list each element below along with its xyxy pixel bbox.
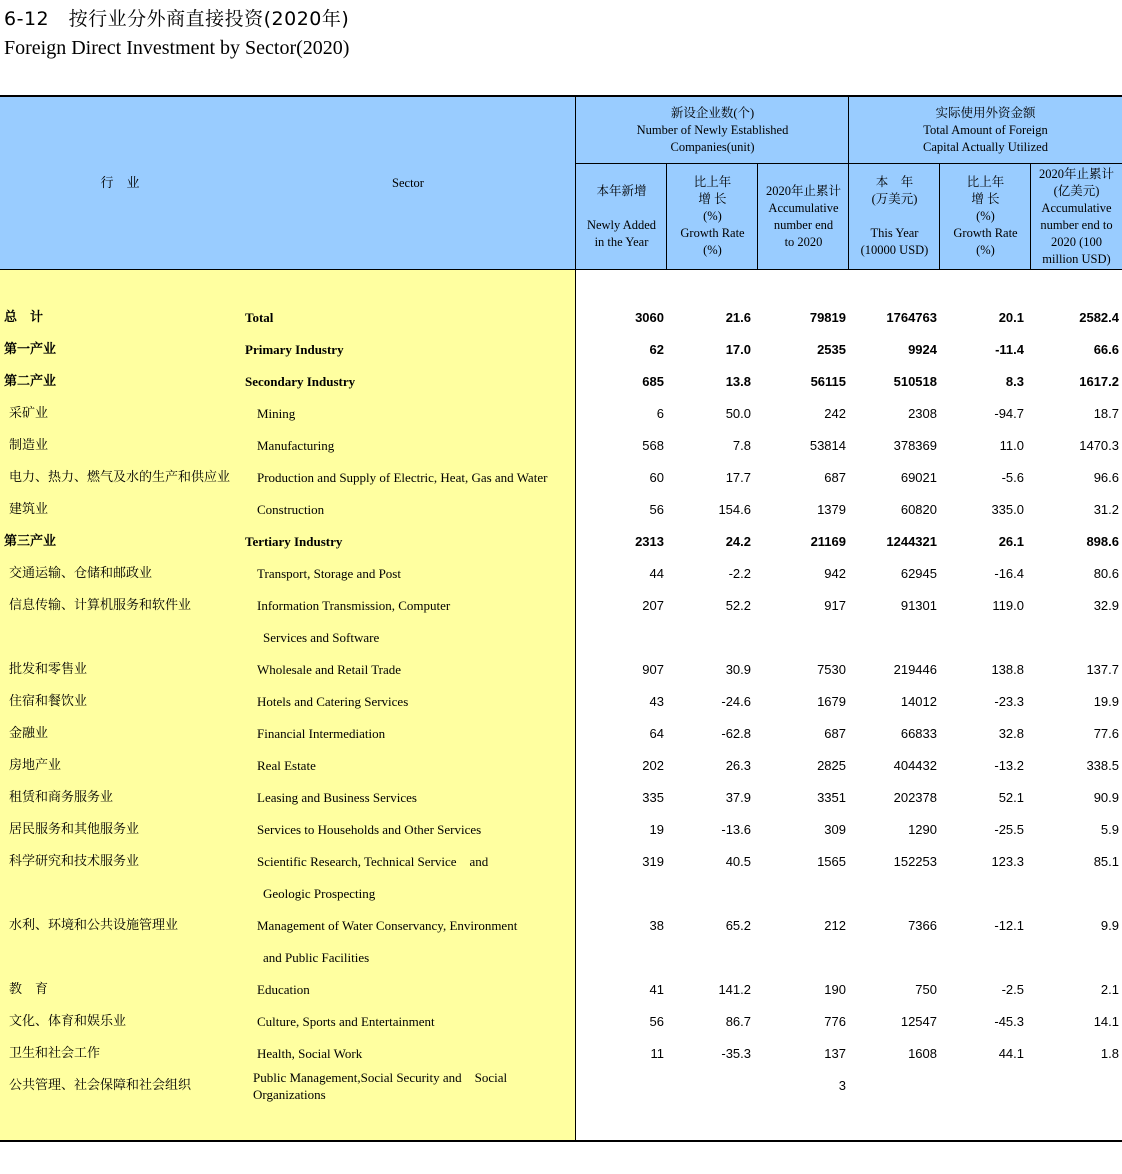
sector-name-cn: 租赁和商务服务业 (9, 790, 114, 805)
table-row (0, 622, 1122, 654)
value-this-year-capital (849, 878, 937, 910)
sector-name-en: Tertiary Industry (245, 534, 343, 549)
value-accumulative-companies: 79819 (809, 310, 846, 325)
sector-name-cn: 总 计 (4, 310, 44, 325)
value-accumulative-capital: 2582.4 (1079, 310, 1119, 325)
value-accumulative-companies: 7530 (817, 662, 846, 677)
value-growth-rate-companies: 86.7 (725, 1014, 751, 1029)
value-accumulative-capital: 137.7 (1086, 662, 1119, 677)
value-this-year-capital: 2308 (908, 406, 937, 421)
value-accumulative-companies (758, 942, 846, 974)
value-growth-rate-companies (667, 1067, 751, 1105)
value-accumulative-companies: 1379 (817, 502, 846, 517)
value-accumulative-companies: 137 (824, 1046, 846, 1061)
value-growth-rate-companies: -62.8 (721, 726, 751, 741)
sector-name-cn: 房地产业 (9, 758, 62, 773)
value-accumulative-capital (1031, 878, 1119, 910)
value-accumulative-capital: 898.6 (1086, 534, 1119, 549)
value-growth-rate-companies: 52.2 (725, 598, 751, 613)
value-accumulative-companies: 212 (824, 918, 846, 933)
value-growth-rate-companies (667, 878, 751, 910)
header-divider (939, 163, 940, 270)
sector-name-en: Total (245, 310, 274, 325)
table-bottom-rule (0, 1140, 1122, 1142)
value-accumulative-capital (1031, 942, 1119, 974)
sector-name-en: Geologic Prospecting (263, 886, 376, 901)
sector-name-cn: 第二产业 (4, 374, 57, 389)
value-accumulative-companies (758, 622, 846, 654)
header-divider (848, 97, 849, 270)
value-growth-rate-capital: 8.3 (1005, 374, 1024, 389)
value-newly-added: 43 (649, 694, 664, 709)
value-newly-added: 207 (642, 598, 664, 613)
sector-name-cn: 居民服务和其他服务业 (9, 822, 140, 837)
table-row (0, 942, 1122, 974)
value-growth-rate-companies: 30.9 (725, 662, 751, 677)
value-accumulative-companies: 3351 (817, 790, 846, 805)
value-growth-rate-companies: -2.2 (728, 566, 751, 581)
sector-name-en: Production and Supply of Electric, Heat, Gas and Water (257, 470, 548, 485)
value-accumulative-capital: 1617.2 (1079, 374, 1119, 389)
sector-name-en: Secondary Industry (245, 374, 356, 389)
table-row (0, 462, 1122, 494)
table-row (0, 686, 1122, 718)
table-row (0, 398, 1122, 430)
value-newly-added: 3060 (635, 310, 664, 325)
value-this-year-capital (849, 942, 937, 974)
value-growth-rate-companies: -13.6 (721, 822, 751, 837)
header-divider (576, 163, 1122, 164)
value-this-year-capital: 14012 (900, 694, 937, 709)
value-growth-rate-companies: 141.2 (718, 982, 751, 997)
value-accumulative-companies (758, 878, 846, 910)
fdi-table (0, 95, 1122, 1141)
value-accumulative-capital (1031, 622, 1119, 654)
value-this-year-capital: 219446 (893, 662, 937, 677)
value-this-year-capital: 750 (915, 982, 937, 997)
value-accumulative-capital: 338.5 (1086, 758, 1119, 773)
value-growth-rate-capital: -13.2 (994, 758, 1024, 773)
value-growth-rate-capital: -94.7 (994, 406, 1024, 421)
value-newly-added (576, 1067, 664, 1105)
value-accumulative-capital: 90.9 (1093, 790, 1119, 805)
value-growth-rate-companies: 7.8 (732, 438, 751, 453)
value-accumulative-capital (1031, 1067, 1119, 1105)
header-col-this-year: 本 年 (万美元) This Year (10000 USD) (860, 175, 929, 257)
value-growth-rate-companies: -24.6 (721, 694, 751, 709)
value-growth-rate-companies: 26.3 (725, 758, 751, 773)
value-growth-rate-companies: 50.0 (725, 406, 751, 421)
value-growth-rate-capital: 123.3 (991, 854, 1024, 869)
value-newly-added: 2313 (635, 534, 664, 549)
value-growth-rate-companies: 40.5 (725, 854, 751, 869)
sector-name-en: Financial Intermediation (257, 726, 386, 741)
value-growth-rate-capital: 26.1 (998, 534, 1024, 549)
sector-name-cn: 卫生和社会工作 (9, 1046, 101, 1061)
table-row (0, 974, 1122, 1006)
value-growth-rate-companies: 13.8 (725, 374, 751, 389)
value-newly-added: 62 (649, 342, 664, 357)
sector-name-en: Wholesale and Retail Trade (257, 662, 402, 677)
header-col-newly-added: 本年新增 Newly Added in the Year (586, 183, 657, 249)
value-growth-rate-capital (940, 942, 1024, 974)
value-growth-rate-capital: 20.1 (998, 310, 1024, 325)
header-divider (1030, 163, 1031, 270)
sector-name-en: Services and Software (263, 630, 380, 645)
value-accumulative-companies: 687 (824, 726, 846, 741)
value-growth-rate-capital (940, 878, 1024, 910)
value-accumulative-companies: 190 (824, 982, 846, 997)
sector-name-cn: 信息传输、计算机服务和软件业 (9, 598, 192, 613)
value-newly-added (576, 878, 664, 910)
value-newly-added: 64 (649, 726, 664, 741)
sector-name-en: Public Management,Social Security and Social Organizations (253, 1070, 508, 1102)
value-newly-added: 44 (649, 566, 664, 581)
sector-name-cn: 科学研究和技术服务业 (9, 854, 140, 869)
sector-name-en: Real Estate (257, 758, 316, 773)
value-growth-rate-capital: -16.4 (994, 566, 1024, 581)
value-newly-added: 19 (649, 822, 664, 837)
value-this-year-capital: 510518 (893, 374, 937, 389)
value-growth-rate-companies (667, 942, 751, 974)
value-accumulative-capital: 85.1 (1093, 854, 1119, 869)
value-accumulative-capital: 1.8 (1100, 1046, 1119, 1061)
table-row (0, 430, 1122, 462)
sector-name-en: Information Transmission, Computer (257, 598, 451, 613)
sector-name-en: and Public Facilities (263, 950, 370, 965)
header-col-accumulative-1: 2020年止累计 Accumulative number end to 2020 (765, 183, 841, 249)
value-growth-rate-capital: -23.3 (994, 694, 1024, 709)
table-row (0, 878, 1122, 910)
value-accumulative-companies: 242 (824, 406, 846, 421)
value-this-year-capital: 66833 (900, 726, 937, 741)
value-this-year-capital: 60820 (900, 502, 937, 517)
value-newly-added: 38 (649, 918, 664, 933)
table-row (0, 1038, 1122, 1070)
value-accumulative-companies: 942 (824, 566, 846, 581)
table-header (0, 95, 1122, 270)
value-accumulative-companies: 309 (824, 822, 846, 837)
sector-name-en: Mining (257, 406, 296, 421)
sector-name-cn: 第一产业 (4, 342, 57, 357)
value-newly-added: 60 (649, 470, 664, 485)
header-divider (575, 97, 576, 270)
value-accumulative-capital: 66.6 (1093, 342, 1119, 357)
value-newly-added: 907 (642, 662, 664, 677)
value-growth-rate-companies: 65.2 (725, 918, 751, 933)
sector-name-cn: 文化、体育和娱乐业 (9, 1014, 127, 1029)
value-this-year-capital: 91301 (900, 598, 937, 613)
value-newly-added: 568 (642, 438, 664, 453)
value-growth-rate-companies: 17.7 (725, 470, 751, 485)
value-newly-added (576, 622, 664, 654)
value-this-year-capital: 1290 (908, 822, 937, 837)
sector-name-en: Culture, Sports and Entertainment (257, 1014, 435, 1029)
value-accumulative-capital: 19.9 (1093, 694, 1119, 709)
page-title-en: Foreign Direct Investment by Sector(2020) (4, 37, 350, 59)
sector-name-en: Manufacturing (257, 438, 335, 453)
value-accumulative-capital: 80.6 (1093, 566, 1119, 581)
value-newly-added: 202 (642, 758, 664, 773)
header-group-foreign-capital: 实际使用外资金额 Total Amount of Foreign Capital Actually Utilized (923, 105, 1048, 154)
table-row (0, 526, 1122, 558)
value-growth-rate-capital: 138.8 (991, 662, 1024, 677)
value-accumulative-capital: 14.1 (1093, 1014, 1119, 1029)
header-group-new-companies: 新设企业数(个) Number of Newly Established Companies(unit) (636, 105, 789, 154)
table-row (0, 334, 1122, 366)
value-this-year-capital: 7366 (908, 918, 937, 933)
value-growth-rate-capital (940, 622, 1024, 654)
value-newly-added: 6 (656, 406, 664, 421)
value-growth-rate-capital: -12.1 (994, 918, 1024, 933)
value-newly-added: 56 (649, 1014, 664, 1029)
value-this-year-capital: 1608 (908, 1046, 937, 1061)
header-col-growth-rate-2: 比上年 增 长 (%) Growth Rate (%) (953, 175, 1018, 257)
value-accumulative-companies: 2535 (817, 342, 846, 357)
sector-name-en: Construction (257, 502, 325, 517)
sector-name-cn: 教 育 (9, 982, 49, 997)
value-growth-rate-capital: 335.0 (991, 502, 1024, 517)
value-growth-rate-capital (940, 1067, 1024, 1105)
header-sector-cn: 行 业 (100, 176, 140, 191)
value-accumulative-companies: 776 (824, 1014, 846, 1029)
sector-name-en: Leasing and Business Services (257, 790, 417, 805)
sector-name-cn: 公共管理、社会保障和社会组织 (9, 1078, 192, 1093)
value-newly-added: 685 (642, 374, 664, 389)
table-row (0, 718, 1122, 750)
header-divider (757, 163, 758, 270)
table-row (0, 494, 1122, 526)
value-this-year-capital: 1764763 (886, 310, 937, 325)
value-this-year-capital: 69021 (900, 470, 937, 485)
value-this-year-capital: 152253 (893, 854, 937, 869)
value-accumulative-companies: 687 (824, 470, 846, 485)
value-growth-rate-capital: 119.0 (992, 598, 1024, 613)
value-growth-rate-capital: -11.4 (995, 342, 1024, 357)
sector-name-cn: 批发和零售业 (9, 662, 88, 677)
table-row (0, 558, 1122, 590)
value-accumulative-capital: 9.9 (1100, 918, 1119, 933)
sector-name-en: Health, Social Work (257, 1046, 363, 1061)
value-accumulative-companies: 2825 (817, 758, 846, 773)
value-accumulative-capital: 96.6 (1093, 470, 1119, 485)
table-row (0, 814, 1122, 846)
value-this-year-capital: 12547 (900, 1014, 937, 1029)
value-growth-rate-companies: 154.6 (718, 502, 751, 517)
sector-name-cn: 建筑业 (9, 502, 49, 517)
sector-name-en: Services to Households and Other Services (257, 822, 482, 837)
value-growth-rate-companies: -35.3 (721, 1046, 751, 1061)
sector-name-cn: 电力、热力、燃气及水的生产和供应业 (9, 470, 231, 485)
sector-name-cn: 制造业 (9, 438, 49, 453)
value-accumulative-companies: 56115 (810, 374, 846, 389)
header-col-growth-rate-1: 比上年 增 长 (%) Growth Rate (%) (680, 175, 745, 257)
sector-name-en: Management of Water Conservancy, Environment (257, 918, 518, 933)
value-this-year-capital: 404432 (893, 758, 937, 773)
sector-name-en: Scientific Research, Technical Service and (257, 854, 489, 869)
value-accumulative-capital: 77.6 (1093, 726, 1119, 741)
value-accumulative-capital: 1470.3 (1079, 438, 1119, 453)
value-this-year-capital (849, 622, 937, 654)
sector-name-en: Transport, Storage and Post (257, 566, 401, 581)
value-newly-added: 319 (642, 854, 664, 869)
table-row (0, 846, 1122, 878)
value-growth-rate-capital: 52.1 (998, 790, 1024, 805)
page-title-cn: 6-12 按行业分外商直接投资(2020年) (4, 8, 350, 30)
value-growth-rate-capital: 44.1 (998, 1046, 1024, 1061)
value-accumulative-capital: 5.9 (1100, 822, 1119, 837)
value-growth-rate-companies (667, 622, 751, 654)
table-row (0, 782, 1122, 814)
value-growth-rate-companies: 24.2 (725, 534, 751, 549)
value-this-year-capital: 378369 (893, 438, 937, 453)
value-growth-rate-capital: 11.0 (999, 438, 1024, 453)
value-accumulative-companies: 1565 (817, 854, 846, 869)
sector-name-en: Hotels and Catering Services (257, 694, 409, 709)
value-growth-rate-capital: 32.8 (998, 726, 1024, 741)
value-accumulative-companies: 21169 (810, 534, 846, 549)
sector-name-cn: 交通运输、仓储和邮政业 (9, 566, 153, 581)
table-row (0, 590, 1122, 622)
table-row (0, 1006, 1122, 1038)
value-this-year-capital: 202378 (893, 790, 937, 805)
table-row (0, 654, 1122, 686)
value-growth-rate-capital: -5.6 (1001, 470, 1024, 485)
sector-name-cn: 第三产业 (4, 534, 57, 549)
value-this-year-capital (849, 1067, 937, 1105)
value-accumulative-capital: 18.7 (1093, 406, 1119, 421)
header-divider (666, 163, 667, 270)
value-accumulative-companies: 1679 (817, 694, 846, 709)
value-newly-added: 56 (649, 502, 664, 517)
header-sector-en: Sector (392, 176, 424, 190)
value-newly-added (576, 942, 664, 974)
value-accumulative-companies: 917 (824, 598, 846, 613)
value-accumulative-capital: 2.1 (1100, 982, 1119, 997)
sector-name-en: Education (257, 982, 310, 997)
value-accumulative-companies: 3 (838, 1078, 846, 1093)
value-growth-rate-capital: -25.5 (994, 822, 1024, 837)
header-col-accumulative-2: 2020年止累计 (亿美元) Accumulative number end to 2020 (100 million USD) (1038, 166, 1114, 266)
sector-name-cn: 金融业 (9, 726, 49, 741)
sector-name-cn: 采矿业 (9, 406, 49, 421)
sector-name-cn: 住宿和餐饮业 (9, 694, 88, 709)
value-newly-added: 11 (650, 1046, 664, 1061)
value-this-year-capital: 1244321 (886, 534, 937, 549)
table-row (0, 750, 1122, 782)
value-growth-rate-capital: -45.3 (994, 1014, 1024, 1029)
table-row (0, 366, 1122, 398)
table-row (0, 302, 1122, 334)
value-newly-added: 335 (642, 790, 664, 805)
sector-name-cn: 水利、环境和公共设施管理业 (9, 918, 179, 933)
value-newly-added: 41 (649, 982, 664, 997)
table-row (0, 910, 1122, 942)
value-accumulative-capital: 31.2 (1093, 502, 1119, 517)
value-this-year-capital: 9924 (908, 342, 937, 357)
value-accumulative-capital: 32.9 (1093, 598, 1119, 613)
table-row (0, 1067, 1122, 1105)
sector-name-en: Primary Industry (245, 342, 344, 357)
value-growth-rate-companies: 37.9 (725, 790, 751, 805)
value-growth-rate-companies: 21.6 (725, 310, 751, 325)
value-growth-rate-companies: 17.0 (725, 342, 751, 357)
value-accumulative-companies: 53814 (809, 438, 846, 453)
value-growth-rate-capital: -2.5 (1001, 982, 1024, 997)
value-this-year-capital: 62945 (900, 566, 937, 581)
